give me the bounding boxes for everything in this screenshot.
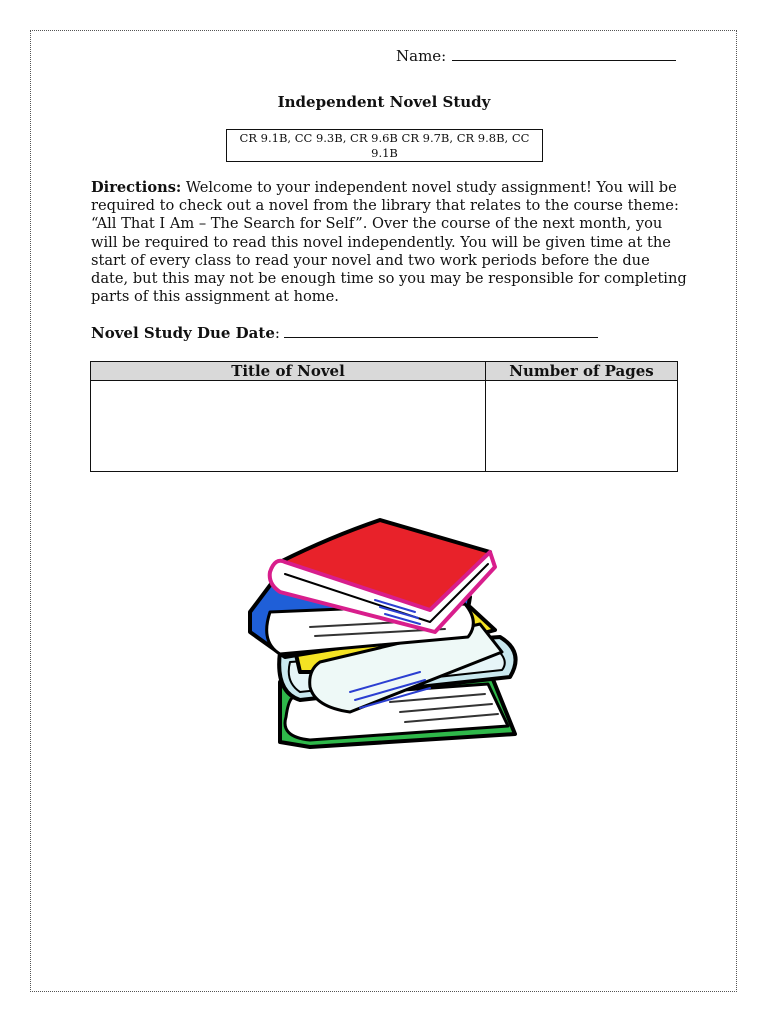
page-border [30,30,737,992]
directions-label: Directions: [91,179,182,196]
novel-title-cell[interactable] [91,381,486,472]
table-header-row [91,362,678,381]
name-label: Name: [396,47,447,65]
table-header-pages: Number of Pages [486,362,678,381]
name-field [396,45,676,65]
page-count-cell[interactable] [486,381,678,472]
due-date-blank-line[interactable] [284,322,598,338]
due-date-label: Novel Study Due Date [91,324,275,342]
curriculum-codes-box: CR 9.1B, CC 9.3B, CR 9.6B CR 9.7B, CR 9.8B, CC 9.1B [226,129,543,162]
novel-info-table [90,361,678,472]
directions-paragraph [91,179,691,306]
name-blank-line[interactable] [452,45,676,61]
stack-of-books-icon [240,512,525,757]
page-title: Independent Novel Study [277,93,491,111]
due-date-field [91,322,598,342]
directions-text: Welcome to your independent novel study assignment! You will be required to check out a novel from the library that relates to the course theme: “All That I Am – The Search for Self”. Over the course of the next month, you will be required to read this novel independently. You will be given time at the start of every class to read your novel and two work periods before the due date, but this may not be enough time so you may be responsible for completing parts of this assignment at home. [91,179,687,306]
due-date-colon: : [274,324,280,342]
table-row [91,381,678,472]
table-header-title: Title of Novel [91,362,486,381]
